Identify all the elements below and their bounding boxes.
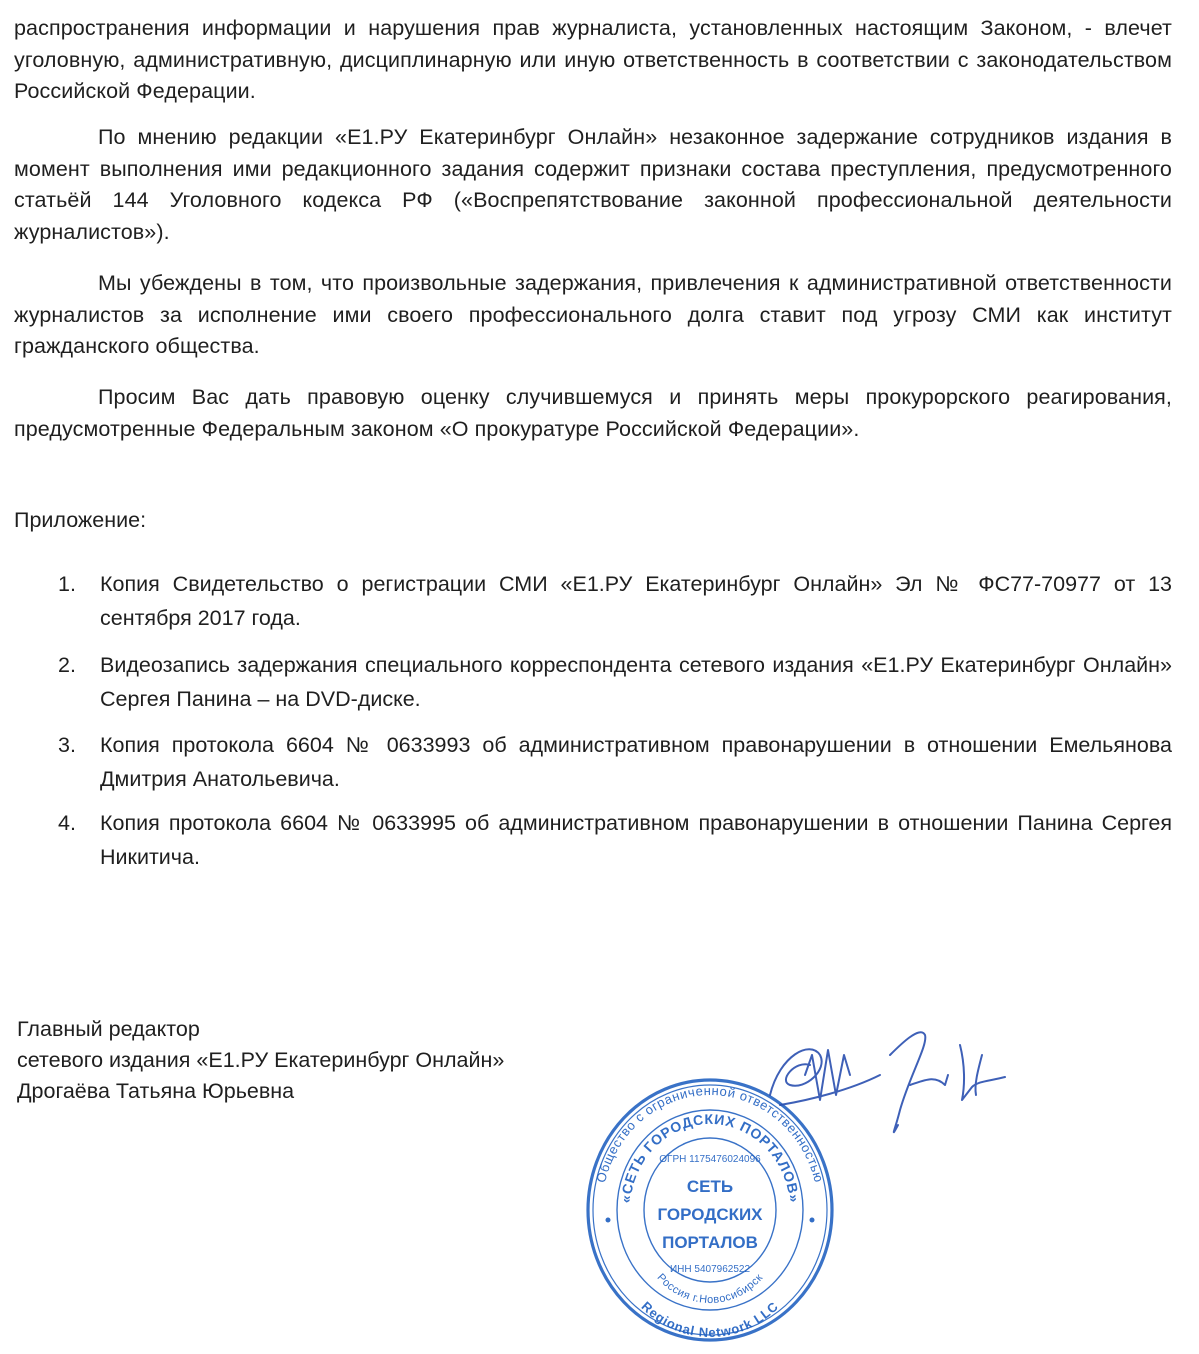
paragraph-liability: распространения информации и нарушения прав журналиста, установленных настоящим Законом, - влечет уголовную, административную, дисциплинарную или иную ответственность в соответствии с законодательством Российской Федерации. <box>14 16 1172 103</box>
list-item-text: Копия протокола 6604 № 0633995 об административном правонарушении в отношении Панина Сергея Никитича. <box>100 811 1172 869</box>
stamp-location: Россия г.Новосибирск <box>654 1271 766 1307</box>
attachments-title: Приложение: <box>14 508 147 532</box>
list-item-number: 2. <box>58 653 76 677</box>
signer-organization: сетевого издания «Е1.РУ Екатеринбург Онлайн» <box>17 1048 505 1072</box>
stamp-ring-name: «СЕТЬ ГОРОДСКИХ ПОРТАЛОВ» <box>617 1110 803 1204</box>
stamp-center-line3: ПОРТАЛОВ <box>662 1233 758 1252</box>
signature-block <box>17 1014 504 1107</box>
list-item-text: Копия Свидетельство о регистрации СМИ «Е1.РУ Екатеринбург Онлайн» Эл № ФС77-70977 от 13 сентября 2017 года. <box>100 572 1172 630</box>
list-item-number: 4. <box>58 811 76 835</box>
handwritten-signature <box>750 1015 1010 1155</box>
list-item <box>58 806 1172 874</box>
signer-name: Дрогаёва Татьяна Юрьевна <box>17 1079 295 1103</box>
list-item-number: 3. <box>58 733 76 757</box>
signer-position: Главный редактор <box>17 1017 200 1041</box>
stamp-center-line2: ГОРОДСКИХ <box>657 1205 763 1224</box>
paragraph-editorial-opinion: По мнению редакции «Е1.РУ Екатеринбург Онлайн» незаконное задержание сотрудников издания в момент выполнения ими редакционного задания содержит признаки состава преступления, предусмотренного статьёй 144 Уголовного кодекса РФ («Воспрепятствование законной профессиональной деятельности журналистов»). <box>14 125 1172 244</box>
list-item-number: 1. <box>58 572 76 596</box>
stamp-outer-top-text: Общество с ограниченной ответственностью <box>593 1082 827 1185</box>
stamp-ogrn: ОГРН 1175476024096 <box>659 1154 761 1165</box>
stamp-center-line1: СЕТЬ <box>686 1177 734 1196</box>
paragraph-request: Просим Вас дать правовую оценку случившемуся и принять меры прокурорского реагирования, предусмотренные Федеральным законом «О прокуратуре Российской Федерации». <box>14 385 1172 441</box>
paragraph-conviction: Мы убеждены в том, что произвольные задержания, привлечения к административной ответственности журналистов за исполнение ими своего профессионального долга ставит под угрозу СМИ как институт гражданского общества. <box>14 271 1172 358</box>
stamp-inn: ИНН 5407962522 <box>669 1264 751 1275</box>
list-item-text: Видеозапись задержания специального корреспондента сетевого издания «Е1.РУ Екатеринбург Онлайн» Сергея Панина – на DVD-диске. <box>100 653 1172 711</box>
stamp-outer-bottom-text: Regional Network LLC <box>638 1298 782 1341</box>
list-item <box>58 648 1172 716</box>
list-item <box>58 728 1172 796</box>
list-item-text: Копия протокола 6604 № 0633993 об административном правонарушении в отношении Емельянова Дмитрия Анатольевича. <box>100 733 1172 791</box>
list-item <box>58 567 1172 635</box>
